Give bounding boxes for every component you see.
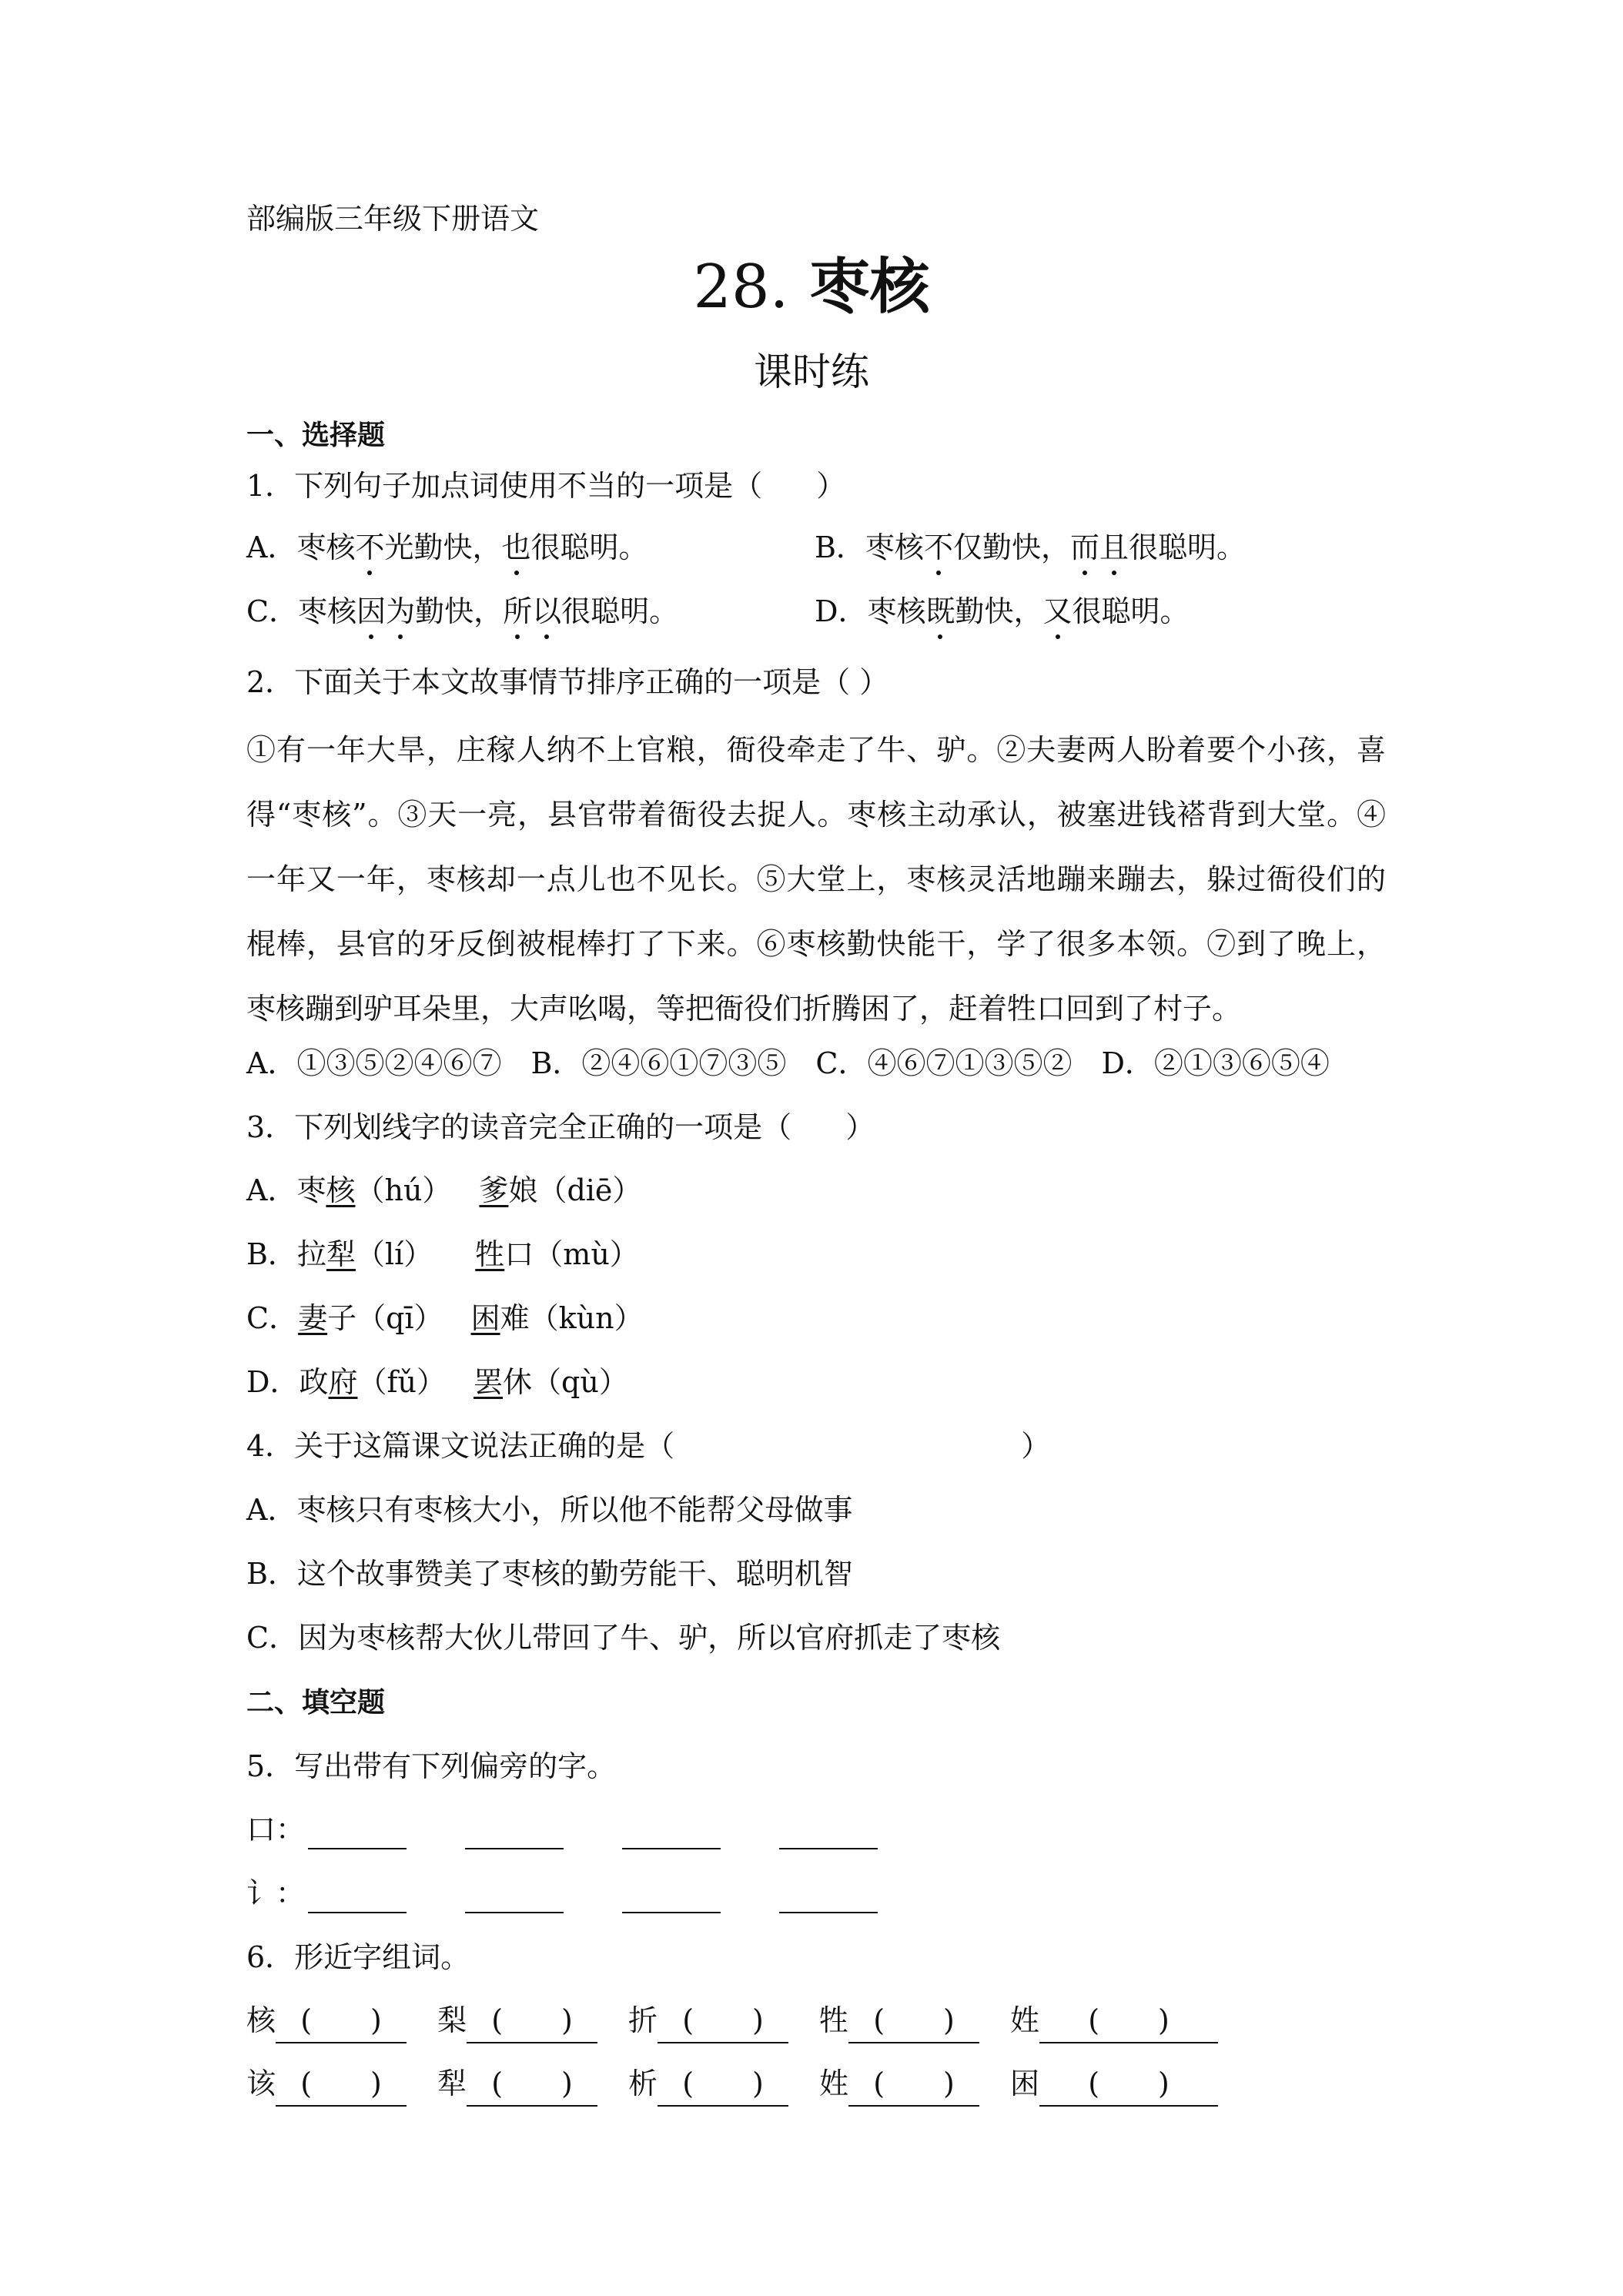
q6-char: 姓 <box>1010 2003 1040 2037</box>
q2-options[interactable]: A．①③⑤②④⑥⑦ B．②④⑥①⑦③⑤ C．④⑥⑦①③⑤② D．②①③⑥⑤④ <box>246 1046 1330 1080</box>
q6-word-group <box>1010 2000 1201 2043</box>
q1-c-pre: C．枣核 <box>246 594 357 628</box>
q1-c-dot2: 所 <box>503 591 532 631</box>
q3-a-underline1: 核 <box>326 1173 356 1207</box>
q3-c-post: 难（kùn） <box>500 1301 644 1335</box>
q6-row-1 <box>246 2000 1201 2043</box>
q4-stem <box>246 1426 1050 1466</box>
q3-option-a[interactable] <box>246 1170 641 1210</box>
q5-blank[interactable] <box>622 1881 721 1913</box>
q1-d-mid: 勤快， <box>955 594 1043 628</box>
q6-answer-blank[interactable]: ( ) <box>848 2063 979 2107</box>
q3-b-underline1: 犁 <box>326 1237 356 1271</box>
q1-b-dot2: 而 <box>1070 527 1099 567</box>
q4-stem-text: 4．关于这篇课文说法正确的是（ <box>246 1429 675 1463</box>
q6-word-group <box>437 2063 628 2107</box>
q1-stem-close: ） <box>816 469 846 503</box>
q5-radical-yan: 讠： <box>246 1876 306 1910</box>
q1-a-pre: A．枣核 <box>246 530 356 564</box>
section-heading-fill: 二、填空题 <box>246 1687 386 1719</box>
q1-d-dot2: 又 <box>1043 591 1073 631</box>
q3-d-underline2: 罢 <box>474 1365 504 1399</box>
q1-c-dot2b: 以 <box>532 591 561 631</box>
q1-option-b[interactable] <box>815 527 1246 567</box>
q6-char: 核 <box>246 2003 276 2037</box>
q6-char: 姓 <box>819 2067 849 2100</box>
q6-word-group <box>246 2063 437 2107</box>
section-heading-choice: 一、选择题 <box>246 420 386 451</box>
q5-blank[interactable] <box>779 1817 878 1849</box>
q3-b-post: 口（mù） <box>504 1237 639 1271</box>
q3-d-pinyin1: （fǔ） <box>357 1365 447 1399</box>
q6-word-group <box>246 2000 437 2043</box>
q1-b-dot1: 不 <box>924 527 953 567</box>
q1-a-dot2: 也 <box>502 527 531 567</box>
q5-blank[interactable] <box>465 1881 564 1913</box>
q3-option-b[interactable] <box>246 1234 639 1274</box>
q6-answer-blank[interactable]: ( ) <box>467 2000 597 2043</box>
q1-stem <box>246 466 845 506</box>
q5-blank[interactable] <box>308 1817 407 1849</box>
q3-option-c[interactable] <box>246 1298 644 1338</box>
q5-blank[interactable] <box>622 1817 721 1849</box>
q1-b-mid: 勤快， <box>982 530 1070 564</box>
page-title <box>0 245 1623 330</box>
q1-d-post: 很聪明。 <box>1072 594 1190 628</box>
q6-row-2 <box>246 2063 1201 2107</box>
q6-stem: 6．形近字组词。 <box>246 1940 470 1974</box>
title-text: 枣核 <box>809 252 930 322</box>
q3-d-pre: D．政 <box>246 1365 329 1399</box>
q1-stem-text: 1．下列句子加点词使用不当的一项是（ <box>246 469 763 503</box>
q3-stem-close: ） <box>845 1110 875 1144</box>
q5-row-yan <box>246 1873 936 1913</box>
q3-c-underline2: 困 <box>470 1301 500 1335</box>
header-text: 部编版三年级下册语文 <box>246 202 540 236</box>
q1-b-dot3: 且 <box>1099 527 1129 567</box>
q5-stem: 5．写出带有下列偏旁的字。 <box>246 1749 617 1783</box>
q1-c-dot1: 因 <box>356 591 386 631</box>
q1-c-dot1b: 为 <box>386 591 415 631</box>
q1-c-post: 很聪明。 <box>561 594 679 628</box>
q3-stem <box>246 1107 875 1147</box>
q4-option-b[interactable]: B．这个故事赞美了枣核的勤劳能干、聪明机智 <box>246 1557 853 1591</box>
q6-answer-blank[interactable]: ( ) <box>276 2000 407 2043</box>
q5-blank[interactable] <box>465 1817 564 1849</box>
q6-char: 梨 <box>437 2003 467 2037</box>
q3-b-underline2: 牲 <box>475 1237 505 1271</box>
q5-row-kou <box>246 1809 936 1849</box>
q6-word-group <box>819 2063 1010 2107</box>
q3-option-d[interactable] <box>246 1362 628 1402</box>
q6-char: 牲 <box>819 2003 849 2037</box>
q3-c-pinyin1: 子（qī） <box>327 1301 443 1335</box>
q6-word-group <box>819 2000 1010 2043</box>
q4-option-c[interactable]: C．因为枣核帮大伙儿带回了牛、驴，所以官府抓走了枣核 <box>246 1621 1001 1655</box>
q6-answer-blank[interactable]: ( ) <box>658 2063 788 2107</box>
q3-stem-text: 3．下列划线字的读音完全正确的一项是（ <box>246 1110 792 1144</box>
q5-blank[interactable] <box>308 1881 407 1913</box>
q1-a-post: 很聪明。 <box>530 530 648 564</box>
q4-option-a[interactable]: A．枣核只有枣核大小，所以他不能帮父母做事 <box>246 1493 853 1527</box>
q6-word-group <box>628 2000 819 2043</box>
q6-word-group <box>437 2000 628 2043</box>
page-subtitle: 课时练 <box>754 350 869 394</box>
q5-blank[interactable] <box>779 1881 878 1913</box>
q1-d-dot1: 既 <box>925 591 955 631</box>
q1-option-a[interactable] <box>246 527 648 567</box>
q3-b-pinyin1: （lí） <box>355 1237 448 1271</box>
q1-option-c[interactable] <box>246 591 678 631</box>
q1-d-pre: D．枣核 <box>815 594 926 628</box>
title-number: 28. <box>693 253 789 322</box>
q3-a-post: 娘（diē） <box>508 1173 642 1207</box>
q1-b-post: 很聪明。 <box>1129 530 1247 564</box>
q3-b-pre: B．拉 <box>246 1237 326 1271</box>
q3-a-underline2: 爹 <box>479 1173 509 1207</box>
q1-c-mid: 勤快， <box>415 594 504 628</box>
q3-a-pinyin1: （hú） <box>355 1173 452 1207</box>
q1-b-m1: 仅 <box>952 530 982 564</box>
q6-answer-blank[interactable]: ( ) <box>276 2063 407 2107</box>
q3-d-underline1: 府 <box>328 1365 358 1399</box>
q6-word-group <box>1010 2063 1201 2107</box>
q1-a-m1: 光 <box>384 530 414 564</box>
q6-char: 折 <box>628 2003 658 2037</box>
q3-a-pre: A．枣 <box>246 1173 326 1207</box>
q6-answer-blank[interactable]: ( ) <box>658 2000 788 2043</box>
q6-word-group <box>628 2063 819 2107</box>
q1-b-pre: B．枣核 <box>815 530 924 564</box>
q3-d-post: 休（qù） <box>503 1365 628 1399</box>
q2-story-paragraph: ①有一年大旱，庄稼人纳不上官粮，衙役牵走了牛、驴。②夫妻两人盼着要个小孩，喜得“枣核”。③天一亮，县官带着衙役去捉人。枣核主动承认，被塞进钱褡背到大堂。④一年又一年，枣核却一点儿也不见长。⑤大堂上，枣核灵活地蹦来蹦去，躲过衙役们的棍棒，县官的牙反倒被棍棒打了下来。⑥枣核勤快能干，学了很多本领。⑦到了晚上，枣核蹦到驴耳朵里，大声吆喝，等把衙役们折腾困了，赶着牲口回到了村子。 <box>246 733 1386 1026</box>
q6-char: 该 <box>246 2067 276 2100</box>
q3-c-pre: C． <box>246 1301 299 1335</box>
q2-stem: 2．下面关于本文故事情节排序正确的一项是（ ） <box>246 665 889 699</box>
q6-answer-blank[interactable]: ( ) <box>1039 2000 1218 2043</box>
q6-answer-blank[interactable]: ( ) <box>848 2000 979 2043</box>
q6-answer-blank[interactable]: ( ) <box>467 2063 597 2107</box>
q6-char: 困 <box>1010 2067 1040 2100</box>
q5-radical-kou: 口： <box>246 1812 306 1846</box>
q1-a-mid: 勤快， <box>413 530 502 564</box>
q3-c-underline1: 妻 <box>298 1301 328 1335</box>
q6-answer-blank[interactable]: ( ) <box>1039 2063 1218 2107</box>
q1-a-dot1: 不 <box>355 527 384 567</box>
q6-char: 犁 <box>437 2067 467 2100</box>
q6-char: 析 <box>628 2067 658 2100</box>
q4-stem-close: ） <box>1021 1429 1051 1463</box>
q1-option-d[interactable] <box>815 591 1190 631</box>
